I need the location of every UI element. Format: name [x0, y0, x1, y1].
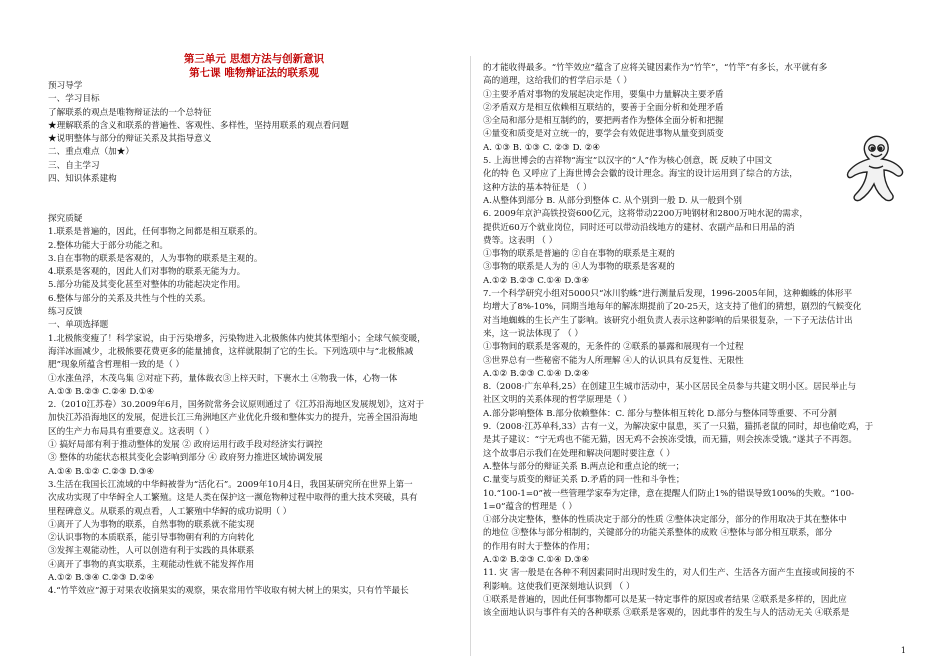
lesson-title: 第七课 唯物辩证法的联系观: [189, 67, 319, 79]
left-text-line: 区的生产力布局具有重要意义。这表明（ ）: [48, 426, 215, 437]
right-text-line: A.①② B.②③ C.①④ D.③④: [483, 275, 590, 286]
page-number: 1: [900, 646, 906, 655]
left-text-line: 3.自在事物的联系是客观的，人为事物的联系是主观的。: [48, 253, 263, 264]
left-text-line: A.①③ B.②③ C.②④ D.①④: [48, 386, 155, 397]
right-text-line: ③全局和部分是相互制约的，要把两者作为整体全面分析和把握: [483, 116, 724, 127]
left-text-line: 探究质疑: [48, 213, 83, 224]
right-text-line: A.①② B.②③ C.①④ D.②④: [483, 368, 590, 379]
right-text-line: 利影响。这使我们更深刻地认识到 （ ）: [483, 581, 635, 592]
right-text-line: 费等。这表明 （ ）: [483, 235, 558, 246]
right-text-line: A.部分影响整体 B.部分依赖整体：C. 部分与整体相互转化 D.部分与整体同等重要、不可分割: [483, 408, 837, 419]
left-text-line: 里程碑意义。从联系的观点看，人工繁殖中华鲟的成功说明（ ）: [48, 506, 292, 517]
left-text-line: 加快江苏沿海地区的发展，促进长江三角洲地区产业优化升级和整体实力的提升，完善全国沿海地: [48, 413, 418, 424]
right-text-line: 来，这一说法体现了 （ ）: [483, 328, 583, 339]
left-text-line: 一、学习目标: [48, 94, 100, 105]
right-text-line: 7.一个科学研究小组对5000只“冰川豹蛛”进行测量后发现，1996-2005年间，这种蜘蛛的体形平: [483, 289, 853, 300]
right-text-line: C.量变与质变的辩证关系 D.矛盾的同一性和斗争性；: [483, 475, 685, 486]
left-column: [48, 0, 460, 599]
left-text-line: ④离开了事物的真实联系，主观能动性就不能发挥作用: [48, 559, 255, 570]
right-text-line: A.从整体到部分 B. 从部分到整体 C. 从个别到一般 D. 从一般到个别: [483, 195, 742, 206]
left-text-line: 1.联系是普遍的，因此，任何事物之间都是相互联系的。: [48, 227, 263, 238]
left-text-line: 海洋冰面减少，北极熊要花费更多的能量捕食，这样就限制了它的生长。下列选项中与“北极熊减: [48, 346, 414, 357]
right-text-line: 6. 2009年京沪高铁投资600亿元，这将带动2200万吨钢材和2800万吨水泥的需求，: [483, 209, 808, 220]
right-text-line: ①部分决定整体，整体的性质决定于部分的性质 ②整体决定部分，部分的作用取决于其在整体中: [483, 515, 847, 526]
left-text-line: ★说明整体与部分的辩证关系及其指导意义: [48, 134, 212, 145]
right-text-line: ①事物的联系是普遍的 ②自在事物的联系是主观的: [483, 249, 675, 260]
right-text-line: 提供近60万个就业岗位，同时还可以带动沿线地方的建材、农副产品和日用品的消: [483, 222, 795, 233]
right-column: [483, 62, 903, 620]
left-text-line: ① 搞好局部有利于推动整体的发展 ② 政府运用行政手段对经济实行调控: [48, 440, 323, 451]
left-text-line: 肥”现象所蕴含哲理相一致的是（ ）: [48, 360, 185, 371]
right-text-line: A. ①③ B. ①③ C. ②③ D. ②④: [483, 142, 601, 153]
right-text-line: 11. 灾 害一般是在各种不利因素同时出现时发生的，对人们生产、生活各方面产生直接或间接的不: [483, 568, 855, 579]
left-text-line: A.①④ B.①② C.②③ D.③④: [48, 466, 155, 477]
right-text-line: ④量变和质变是对立统一的，要学会有效促进事物从量变到质变: [483, 129, 724, 140]
left-text-block: [48, 80, 460, 599]
right-text-line: A.整体与部分的辩证关系 B.两点论和重点论的统一；: [483, 461, 685, 472]
right-text-line: 的才能收得最多。“竹竿效应”蕴含了应将关键因素作为“竹竿”，“竹竿”有多长，水平就有多: [483, 63, 828, 73]
left-text-line: 4.“竹竿效应”源于对果农收摘果实的观察，果农常用竹竿收取有树大树上的果实，只有竹竿最长: [48, 586, 409, 597]
right-text-line: A.①② B.②③ C.①④ D.③④: [483, 554, 590, 565]
left-text-line: 1.北极熊变瘦了！科学家说，由于污染增多，污染物进入北极熊体内使其体型缩小；全球气候变暖，: [48, 333, 426, 344]
right-text-line: ②矛盾双方是相互依赖相互联结的，要善于全面分析和处理矛盾: [483, 102, 724, 113]
right-text-line: 1=0”蕴含的哲理是（ ）: [483, 501, 578, 512]
left-text-line: [48, 200, 460, 213]
left-text-line: 三、自主学习: [48, 160, 100, 171]
right-text-line: 这种方法的基本特征是 （ ）: [483, 182, 592, 193]
right-text-line: 均增大了8%-10%，同期当地每年的解冻期提前了20-25天，这支持了他们的猜想，剧烈的气候变化: [483, 302, 862, 313]
left-text-line: ②认识事物的本质联系，能引导事物朝有利的方向转化: [48, 533, 255, 544]
left-text-line: 预习导学: [48, 81, 83, 91]
right-text-line: 该全面地认识与事件有关的各种联系 ③联系是客观的，因此事件的发生与人的活动无关 ④联系是: [483, 608, 850, 619]
right-text-line: 社区文明的关系体现的哲学原理是（ ）: [483, 395, 632, 406]
left-text-line: 2.（2010江苏卷）30.2009年6月，国务院常务会议原则通过了《江苏沿海地区发展规划》，这对于: [48, 400, 425, 411]
right-text-line: 化的特 色 又呼应了上海世博会会徽的设计理念。海宝的设计运用到了综合的方法，: [483, 169, 798, 180]
left-text-line: 二、重点难点（加★）: [48, 147, 134, 158]
left-text-line: 练习反馈: [48, 307, 83, 318]
right-text-line: ③世界总有一些秘密不能为人所理解 ④人的认识具有反复性、无限性: [483, 355, 744, 366]
left-text-line: ③ 整体的功能状态根其变化会影响到部分 ④ 政府努力推进区域协调发展: [48, 453, 323, 464]
left-text-line: ①水涨鱼浮，木茂鸟集 ②对症下药，量体裁衣③上梓天时，下裹水土 ④物我一体，心物一体: [48, 373, 398, 384]
left-text-line: 4.联系是客观的，因此人们对事物的联系无能为力。: [48, 267, 246, 278]
right-text-line: ①事物间的联系是客观的，无条件的 ②联系的暴露和展现有一个过程: [483, 342, 744, 353]
right-text-line: ①联系是普遍的，因此任何事物都可以是某一特定事件的原因或者结果 ②联系是多样的，因此应: [483, 594, 847, 605]
left-text-line: ③发挥主观能动性，人可以创造有利于实践的具体联系: [48, 546, 255, 557]
left-text-line: 次成功实现了中华鲟全人工繁殖。这是人类在保护这一濒危物种过程中取得的重大技术突破，具有: [48, 493, 418, 504]
right-text-line: 是其子建议：“宁无鸡也不能无猫，因无鸡不会挨冻受饿，而无猫，则会挨冻受饿。”遂其子不再怨。: [483, 435, 858, 446]
left-text-line: 3.生活在我国长江流域的中华鲟被誉为“活化石”。2009年10月4日，我国某研究所在世界上第一: [48, 479, 413, 490]
right-text-line: ③事物的联系是人为的 ④人为事物的联系是客观的: [483, 262, 675, 273]
right-text-line: 8.（2008·广东单科,25）在创建卫生城市活动中，某小区居民全员参与共建文明小区。居民举止与: [483, 382, 857, 393]
right-text-line: 高的道理，这给我们的哲学启示是（ ）: [483, 76, 632, 87]
left-text-line: A.①② B.③④ C.②③ D.②④: [48, 572, 155, 583]
right-text-line: 这个故事启示我们在处理和解决问题时要注意（ ）: [483, 448, 675, 459]
right-text-line: 10.“100-1=0”被一些管理学家奉为定律，意在提醒人们防止1%的错误导致100%的失败。“100-: [483, 488, 855, 499]
right-text-line: 的作用有时大于整体的作用；: [483, 541, 595, 552]
left-text-line: 6.整体与部分的关系及共性与个性的关系。: [48, 293, 211, 304]
right-text-line: 9.（2008·江苏单科,33）古有一义，为解决家中鼠患，买了一只猫，猫抓老鼠的同时，却也偷吃鸡，于: [483, 422, 874, 433]
left-text-line: [48, 186, 460, 199]
left-text-line: 了解联系的观点是唯物辩证法的一个总特征: [48, 107, 212, 118]
right-text-line: 对当地蜘蛛的生长产生了影响。该研究小组负责人表示这种影响的后果很复杂，一下子无法估计出: [483, 315, 853, 326]
right-text-line: ①主要矛盾对事物的发展起决定作用，要集中力量解决主要矛盾: [483, 89, 724, 100]
column-divider: [470, 56, 471, 656]
left-text-line: 5.部分功能及其变化甚至对整体的功能起决定作用。: [48, 280, 246, 291]
unit-title: 第三单元 思想方法与创新意识: [183, 53, 325, 65]
haibao-mascot-icon: [846, 134, 906, 204]
right-text-block: [483, 62, 903, 620]
left-text-line: ★理解联系的含义和联系的普遍性、客观性、多样性，坚持用联系的观点看问题: [48, 120, 349, 131]
right-text-line: 的地位 ③整体与部分相制约，关键部分的功能关系整体的成败 ④整体与部分相互联系，部分: [483, 528, 833, 539]
left-text-line: ①离开了人为事物的联系，自然事物的联系就不能实现: [48, 519, 255, 530]
left-text-line: 2.整体功能大于部分功能之和。: [48, 240, 168, 251]
left-text-line: 四、知识体系建构: [48, 174, 117, 185]
left-text-line: 一、单项选择题: [48, 320, 109, 331]
right-text-line: 5. 上海世博会的吉祥物“海宝”以汉字的“人”作为核心创意，既 反映了中国文: [483, 156, 773, 167]
